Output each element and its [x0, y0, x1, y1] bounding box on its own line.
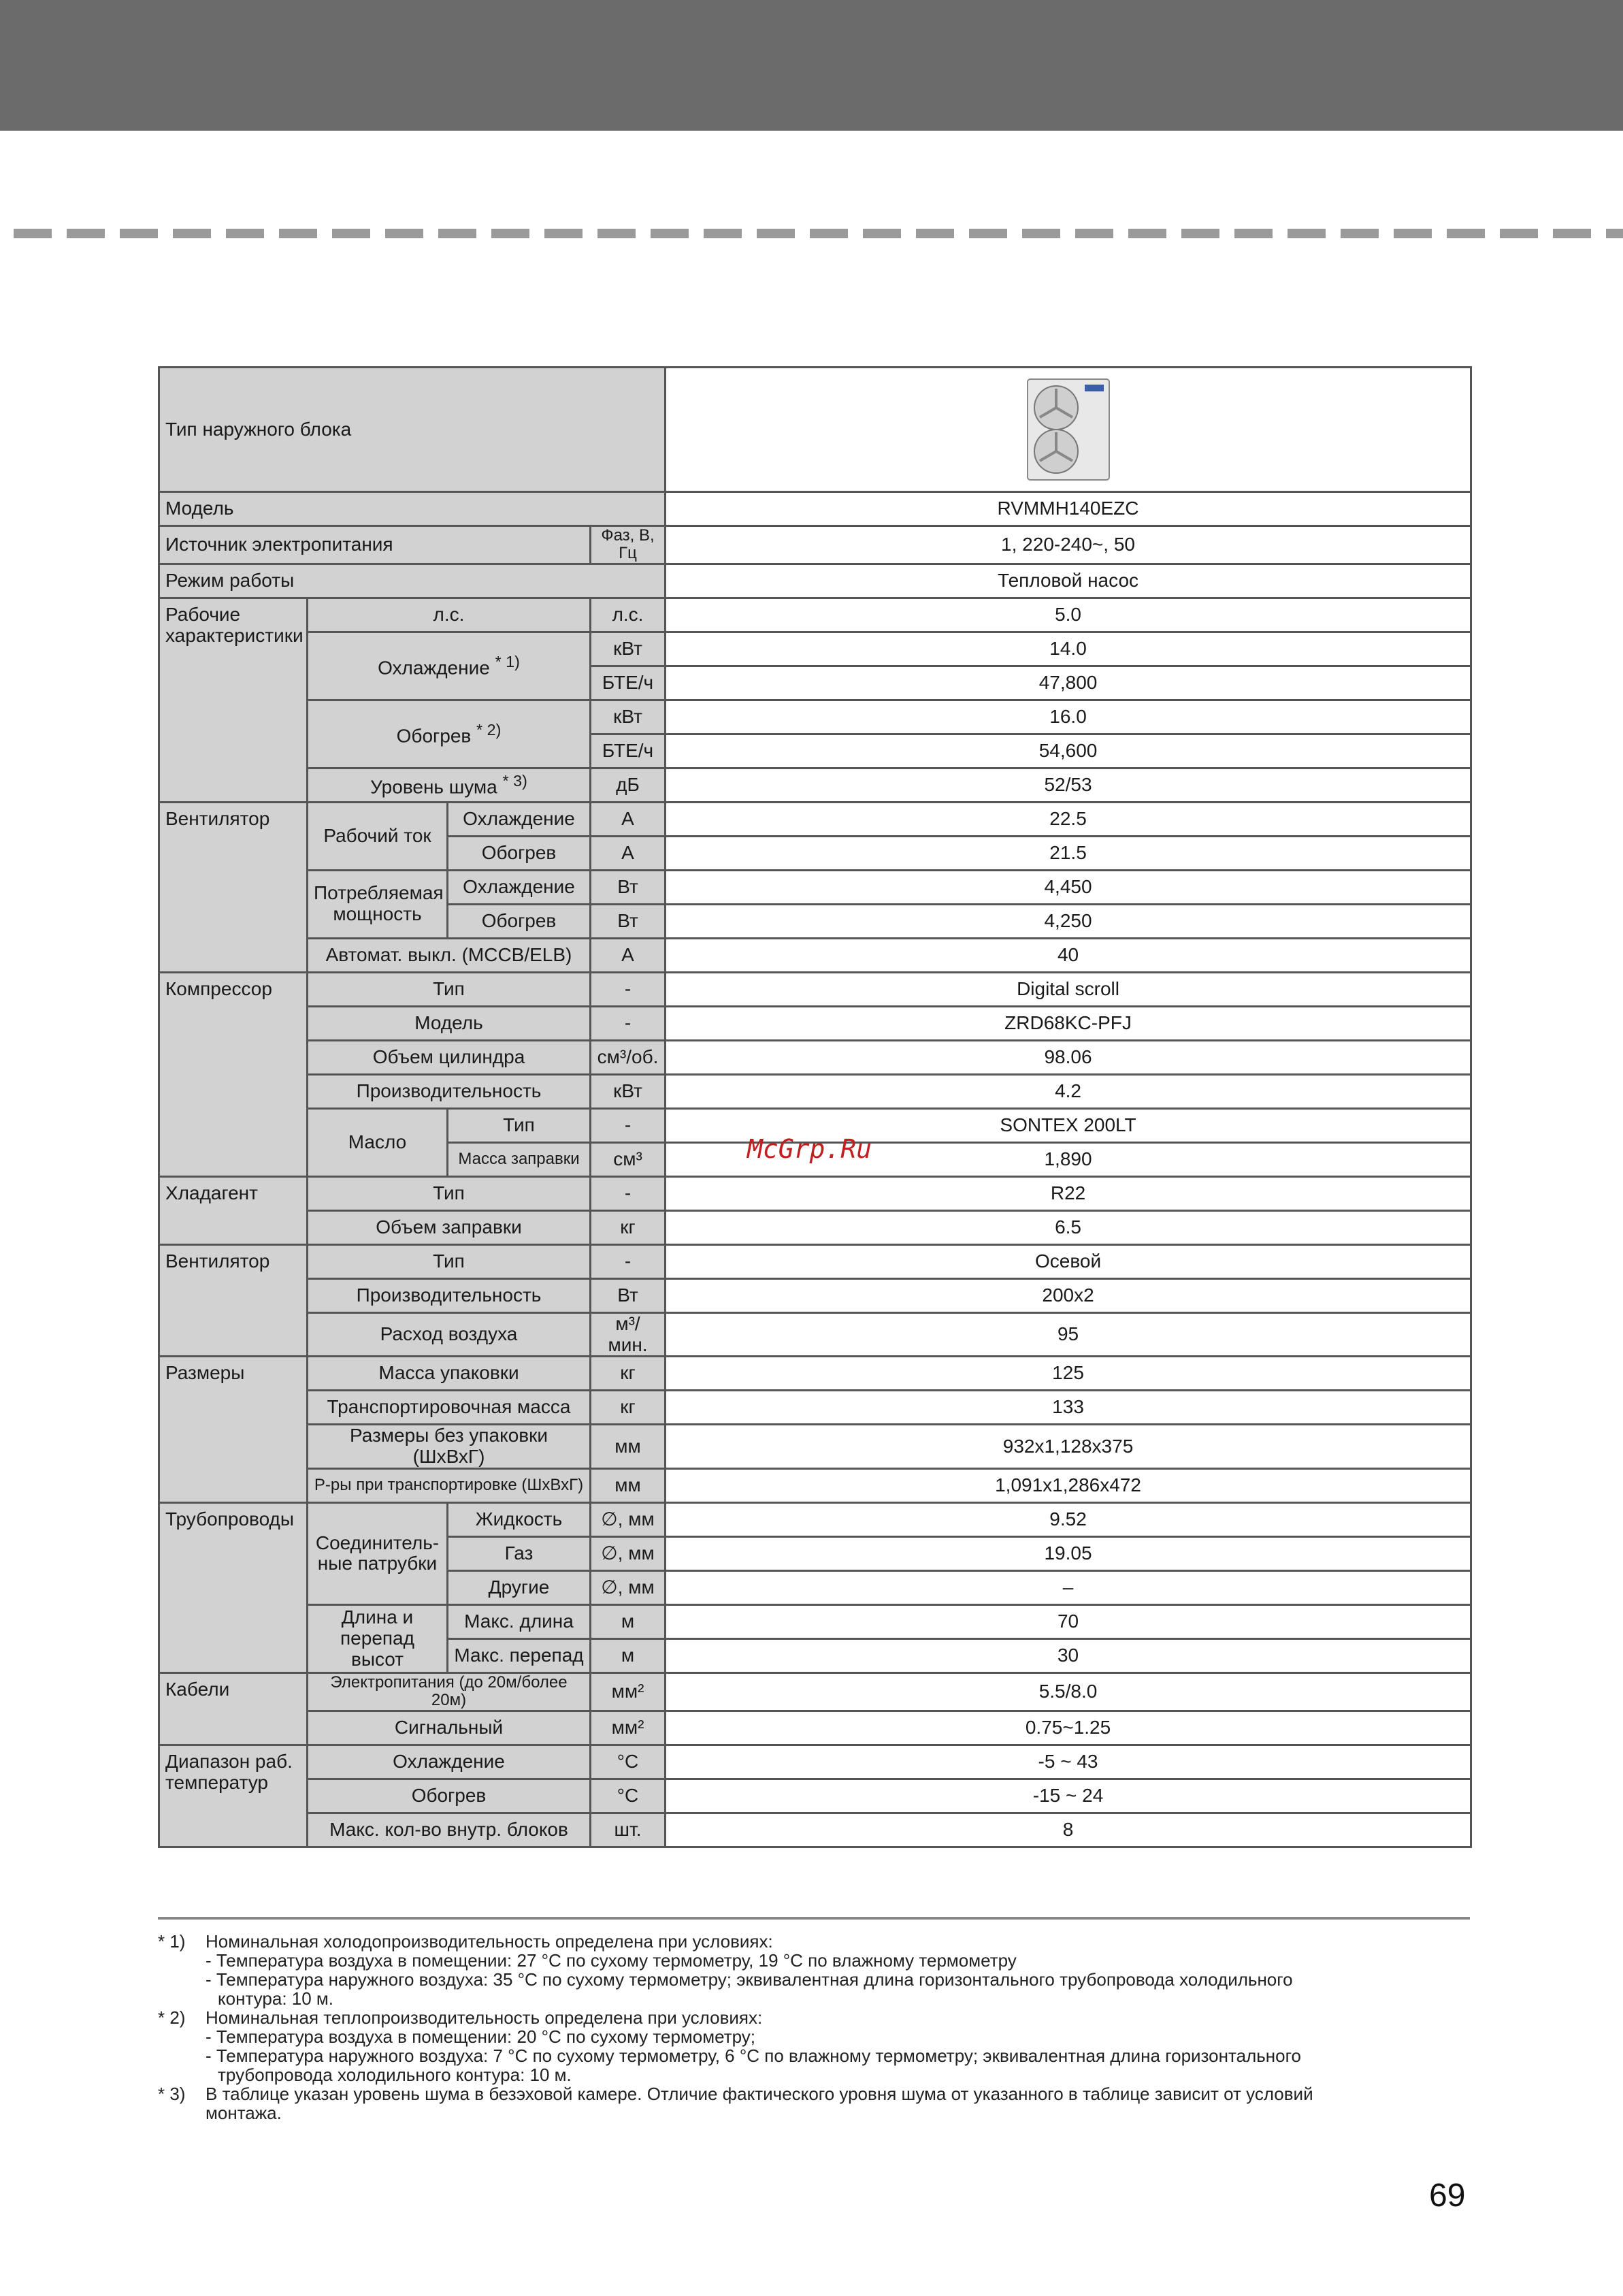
footnote-1-line-a: - Температура воздуха в помещении: 27 °C по сухому термометру, 19 °C по влажному термометру	[206, 1950, 1017, 1971]
comp-cylinder-unit: см³/об.	[591, 1040, 666, 1074]
refrigerant-type-value: R22	[666, 1176, 1471, 1210]
oil-charge-unit: см³	[591, 1142, 666, 1176]
other-label: Другие	[448, 1570, 591, 1604]
gross-size-unit: мм	[591, 1468, 666, 1502]
temp-heat-label: Обогрев	[308, 1779, 591, 1813]
gas-label: Газ	[448, 1536, 591, 1570]
footnotes	[158, 1932, 1470, 2122]
noise-value: 52/53	[666, 768, 1471, 802]
heating-label-text: Обогрев	[396, 725, 472, 747]
airflow-value: 95	[666, 1312, 1471, 1357]
footnote-2-line-c: трубопровода холодильного контура: 10 м.	[218, 2065, 572, 2085]
airflow-label: Расход воздуха	[308, 1312, 591, 1357]
length-height-label: Длина и перепад высот	[308, 1604, 448, 1672]
noise-unit: дБ	[591, 768, 666, 802]
net-size-unit: мм	[591, 1425, 666, 1469]
table-row	[159, 492, 1471, 526]
power-source-unit: Фаз, В, Гц	[591, 526, 666, 564]
fan-capacity-label: Производительность	[308, 1278, 591, 1312]
fan-capacity-value: 200x2	[666, 1278, 1471, 1312]
table-row	[159, 1210, 1471, 1244]
table-row	[159, 768, 1471, 802]
mode-label: Режим работы	[159, 564, 666, 598]
current-heat-unit: А	[591, 836, 666, 870]
table-row	[159, 598, 1471, 632]
connections-label: Соединитель-ные патрубки	[308, 1502, 448, 1604]
temp-heat-value: -15 ~ 24	[666, 1779, 1471, 1813]
footnote-3-line-b: монтажа.	[206, 2103, 282, 2123]
power-cool-value: 4,450	[666, 870, 1471, 904]
dashed-divider	[14, 229, 1623, 238]
oil-type-unit: -	[591, 1108, 666, 1142]
table-row	[159, 1425, 1471, 1469]
fan-type-value: Осевой	[666, 1244, 1471, 1278]
gas-unit: ∅, мм	[591, 1536, 666, 1570]
table-row	[159, 1604, 1471, 1638]
power-cool-label: Охлаждение	[448, 870, 591, 904]
temp-cool-label: Охлаждение	[308, 1745, 591, 1779]
comp-type-label: Тип	[308, 972, 591, 1006]
comp-capacity-unit: кВт	[591, 1074, 666, 1108]
table-row	[159, 1468, 1471, 1502]
group-temperature-range: Диапазон раб. температур	[159, 1745, 308, 1847]
table-row	[159, 1244, 1471, 1278]
table-row	[159, 1312, 1471, 1357]
comp-capacity-value: 4.2	[666, 1074, 1471, 1108]
cool-btu-unit: БТЕ/ч	[591, 666, 666, 700]
refrigerant-charge-value: 6.5	[666, 1210, 1471, 1244]
max-indoor-label: Макс. кол-во внутр. блоков	[308, 1813, 591, 1847]
power-heat-value: 4,250	[666, 904, 1471, 938]
cool-kw-unit: кВт	[591, 632, 666, 666]
hp-value: 5.0	[666, 598, 1471, 632]
table-row	[159, 1006, 1471, 1040]
power-cool-unit: Вт	[591, 870, 666, 904]
oil-charge-value: 1,890	[666, 1142, 1471, 1176]
refrigerant-charge-unit: кг	[591, 1210, 666, 1244]
airflow-unit: м³/мин.	[591, 1312, 666, 1357]
comp-type-value: Digital scroll	[666, 972, 1471, 1006]
oil-type-label: Тип	[448, 1108, 591, 1142]
signal-cable-value: 0.75~1.25	[666, 1711, 1471, 1745]
group-dimensions: Размеры	[159, 1357, 308, 1503]
other-value: –	[666, 1570, 1471, 1604]
table-row	[159, 972, 1471, 1006]
page-number: 69	[1429, 2178, 1466, 2214]
current-cool-value: 22.5	[666, 802, 1471, 836]
oil-type-value: SONTEX 200LT	[666, 1108, 1471, 1142]
notes-divider	[158, 1917, 1470, 1920]
signal-cable-label: Сигнальный	[308, 1711, 591, 1745]
current-label: Рабочий ток	[308, 802, 448, 870]
table-row	[159, 700, 1471, 734]
table-row	[159, 938, 1471, 972]
footnote-1-title: Номинальная холодопроизводительность определена при условиях:	[206, 1931, 773, 1952]
cool-kw-value: 14.0	[666, 632, 1471, 666]
spec-table	[158, 366, 1472, 1848]
heat-btu-unit: БТЕ/ч	[591, 734, 666, 768]
footnote-1	[158, 1932, 1470, 1951]
pack-weight-value: 125	[666, 1357, 1471, 1391]
mode-value: Тепловой насос	[666, 564, 1471, 598]
pack-weight-label: Масса упаковки	[308, 1357, 591, 1391]
comp-cylinder-value: 98.06	[666, 1040, 1471, 1074]
table-row	[159, 1176, 1471, 1210]
comp-cylinder-label: Объем цилиндра	[308, 1040, 591, 1074]
group-refrigerant: Хладагент	[159, 1176, 308, 1244]
oil-label: Масло	[308, 1108, 448, 1176]
gross-size-label: Р-ры при транспортировке (ШхВхГ)	[308, 1468, 591, 1502]
power-heat-unit: Вт	[591, 904, 666, 938]
power-source-label: Источник электропитания	[159, 526, 591, 564]
outdoor-unit-image-cell	[666, 368, 1471, 492]
footnote-ref-1: * 1)	[495, 652, 520, 670]
power-heat-label: Обогрев	[448, 904, 591, 938]
heating-capacity-label	[308, 700, 591, 768]
power-cable-label: Электропитания (до 20м/более 20м)	[308, 1672, 591, 1711]
temp-cool-value: -5 ~ 43	[666, 1745, 1471, 1779]
table-row	[159, 1672, 1471, 1711]
table-row	[159, 1391, 1471, 1425]
pack-weight-unit: кг	[591, 1357, 666, 1391]
footnote-3	[158, 2084, 1470, 2103]
fan-type-unit: -	[591, 1244, 666, 1278]
table-row	[159, 1711, 1471, 1745]
table-row	[159, 802, 1471, 836]
group-fan-electrical: Вентилятор	[159, 802, 308, 972]
heat-kw-unit: кВт	[591, 700, 666, 734]
ship-weight-label: Транспортировочная масса	[308, 1391, 591, 1425]
footnote-ref-2: * 2)	[476, 720, 502, 739]
comp-capacity-label: Производительность	[308, 1074, 591, 1108]
breaker-value: 40	[666, 938, 1471, 972]
current-cool-label: Охлаждение	[448, 802, 591, 836]
hp-unit: л.с.	[591, 598, 666, 632]
max-height-unit: м	[591, 1638, 666, 1672]
table-row	[159, 368, 1471, 492]
power-cable-value: 5.5/8.0	[666, 1672, 1471, 1711]
comp-model-label: Модель	[308, 1006, 591, 1040]
noise-label	[308, 768, 591, 802]
refrigerant-charge-label: Объем заправки	[308, 1210, 591, 1244]
cooling-label-text: Охлаждение	[378, 657, 490, 679]
footnote-1-line-c: контура: 10 м.	[218, 1988, 334, 2009]
table-row	[159, 526, 1471, 564]
watermark: McGrp.Ru	[747, 1134, 872, 1164]
power-cable-unit: мм²	[591, 1672, 666, 1711]
noise-label-text: Уровень шума	[370, 776, 497, 798]
model-value: RVMMH140EZC	[666, 492, 1471, 526]
max-height-label: Макс. перепад	[448, 1638, 591, 1672]
table-row	[159, 1745, 1471, 1779]
net-size-value: 932x1,128x375	[666, 1425, 1471, 1469]
temp-heat-unit: °C	[591, 1779, 666, 1813]
group-fan: Вентилятор	[159, 1244, 308, 1357]
group-compressor: Компрессор	[159, 972, 308, 1176]
ship-weight-unit: кг	[591, 1391, 666, 1425]
table-row	[159, 1040, 1471, 1074]
table-row	[159, 1779, 1471, 1813]
max-length-value: 70	[666, 1604, 1471, 1638]
fan-type-label: Тип	[308, 1244, 591, 1278]
refrigerant-type-label: Тип	[308, 1176, 591, 1210]
footnote-1-mark: * 1)	[158, 1931, 186, 1952]
current-cool-unit: А	[591, 802, 666, 836]
breaker-label: Автомат. выкл. (MCCB/ELB)	[308, 938, 591, 972]
footnote-2-mark: * 2)	[158, 2007, 186, 2028]
breaker-unit: А	[591, 938, 666, 972]
oil-charge-label: Масса заправки	[448, 1142, 591, 1176]
cooling-capacity-label	[308, 632, 591, 700]
other-unit: ∅, мм	[591, 1570, 666, 1604]
max-length-label: Макс. длина	[448, 1604, 591, 1638]
table-row	[159, 1357, 1471, 1391]
power-source-value: 1, 220-240~, 50	[666, 526, 1471, 564]
heat-kw-value: 16.0	[666, 700, 1471, 734]
footnote-3-mark: * 3)	[158, 2084, 186, 2104]
gross-size-value: 1,091x1,286x472	[666, 1468, 1471, 1502]
signal-cable-unit: мм²	[591, 1711, 666, 1745]
gas-value: 19.05	[666, 1536, 1471, 1570]
liquid-unit: ∅, мм	[591, 1502, 666, 1536]
group-piping: Трубопроводы	[159, 1502, 308, 1672]
footnote-2-line-b: - Температура наружного воздуха: 7 °C по сухому термометру, 6 °C по влажному термометру; эквивалентная длина горизонтального	[206, 2046, 1301, 2066]
table-row	[159, 564, 1471, 598]
table-row	[159, 870, 1471, 904]
header-bar	[0, 0, 1623, 131]
net-size-label: Размеры без упаковки (ШхВхГ)	[308, 1425, 591, 1469]
group-cables: Кабели	[159, 1672, 308, 1745]
max-indoor-value: 8	[666, 1813, 1471, 1847]
heat-btu-value: 54,600	[666, 734, 1471, 768]
refrigerant-type-unit: -	[591, 1176, 666, 1210]
power-consumption-label: Потребляемая мощность	[308, 870, 448, 938]
cool-btu-value: 47,800	[666, 666, 1471, 700]
model-label: Модель	[159, 492, 666, 526]
current-heat-value: 21.5	[666, 836, 1471, 870]
hp-label: л.с.	[308, 598, 591, 632]
comp-type-unit: -	[591, 972, 666, 1006]
footnote-2	[158, 2008, 1470, 2027]
comp-model-value: ZRD68KC-PFJ	[666, 1006, 1471, 1040]
footnote-2-title: Номинальная теплопроизводительность определена при условиях:	[206, 2007, 763, 2028]
table-row	[159, 1278, 1471, 1312]
comp-model-unit: -	[591, 1006, 666, 1040]
max-height-value: 30	[666, 1638, 1471, 1672]
table-row	[159, 1074, 1471, 1108]
outdoor-unit-icon	[1021, 375, 1116, 484]
liquid-value: 9.52	[666, 1502, 1471, 1536]
table-row	[159, 1502, 1471, 1536]
liquid-label: Жидкость	[448, 1502, 591, 1536]
table-row	[159, 1813, 1471, 1847]
footnote-ref-3: * 3)	[502, 771, 527, 790]
temp-cool-unit: °C	[591, 1745, 666, 1779]
footnote-1-line-b: - Температура наружного воздуха: 35 °C по сухому термометру; эквивалентная длина горизонтального трубопровода холодильного	[206, 1969, 1293, 1990]
footnote-3-text: В таблице указан уровень шума в безэховой камере. Отличие фактического уровня шума от указанного в таблице зависит от условий	[206, 2084, 1313, 2104]
ship-weight-value: 133	[666, 1391, 1471, 1425]
max-indoor-unit: шт.	[591, 1813, 666, 1847]
max-length-unit: м	[591, 1604, 666, 1638]
current-heat-label: Обогрев	[448, 836, 591, 870]
footnote-2-line-a: - Температура воздуха в помещении: 20 °C по сухому термометру;	[206, 2026, 756, 2047]
group-performance: Рабочие характеристики	[159, 598, 308, 802]
outdoor-unit-type-label: Тип наружного блока	[159, 368, 666, 492]
fan-capacity-unit: Вт	[591, 1278, 666, 1312]
table-row	[159, 632, 1471, 666]
